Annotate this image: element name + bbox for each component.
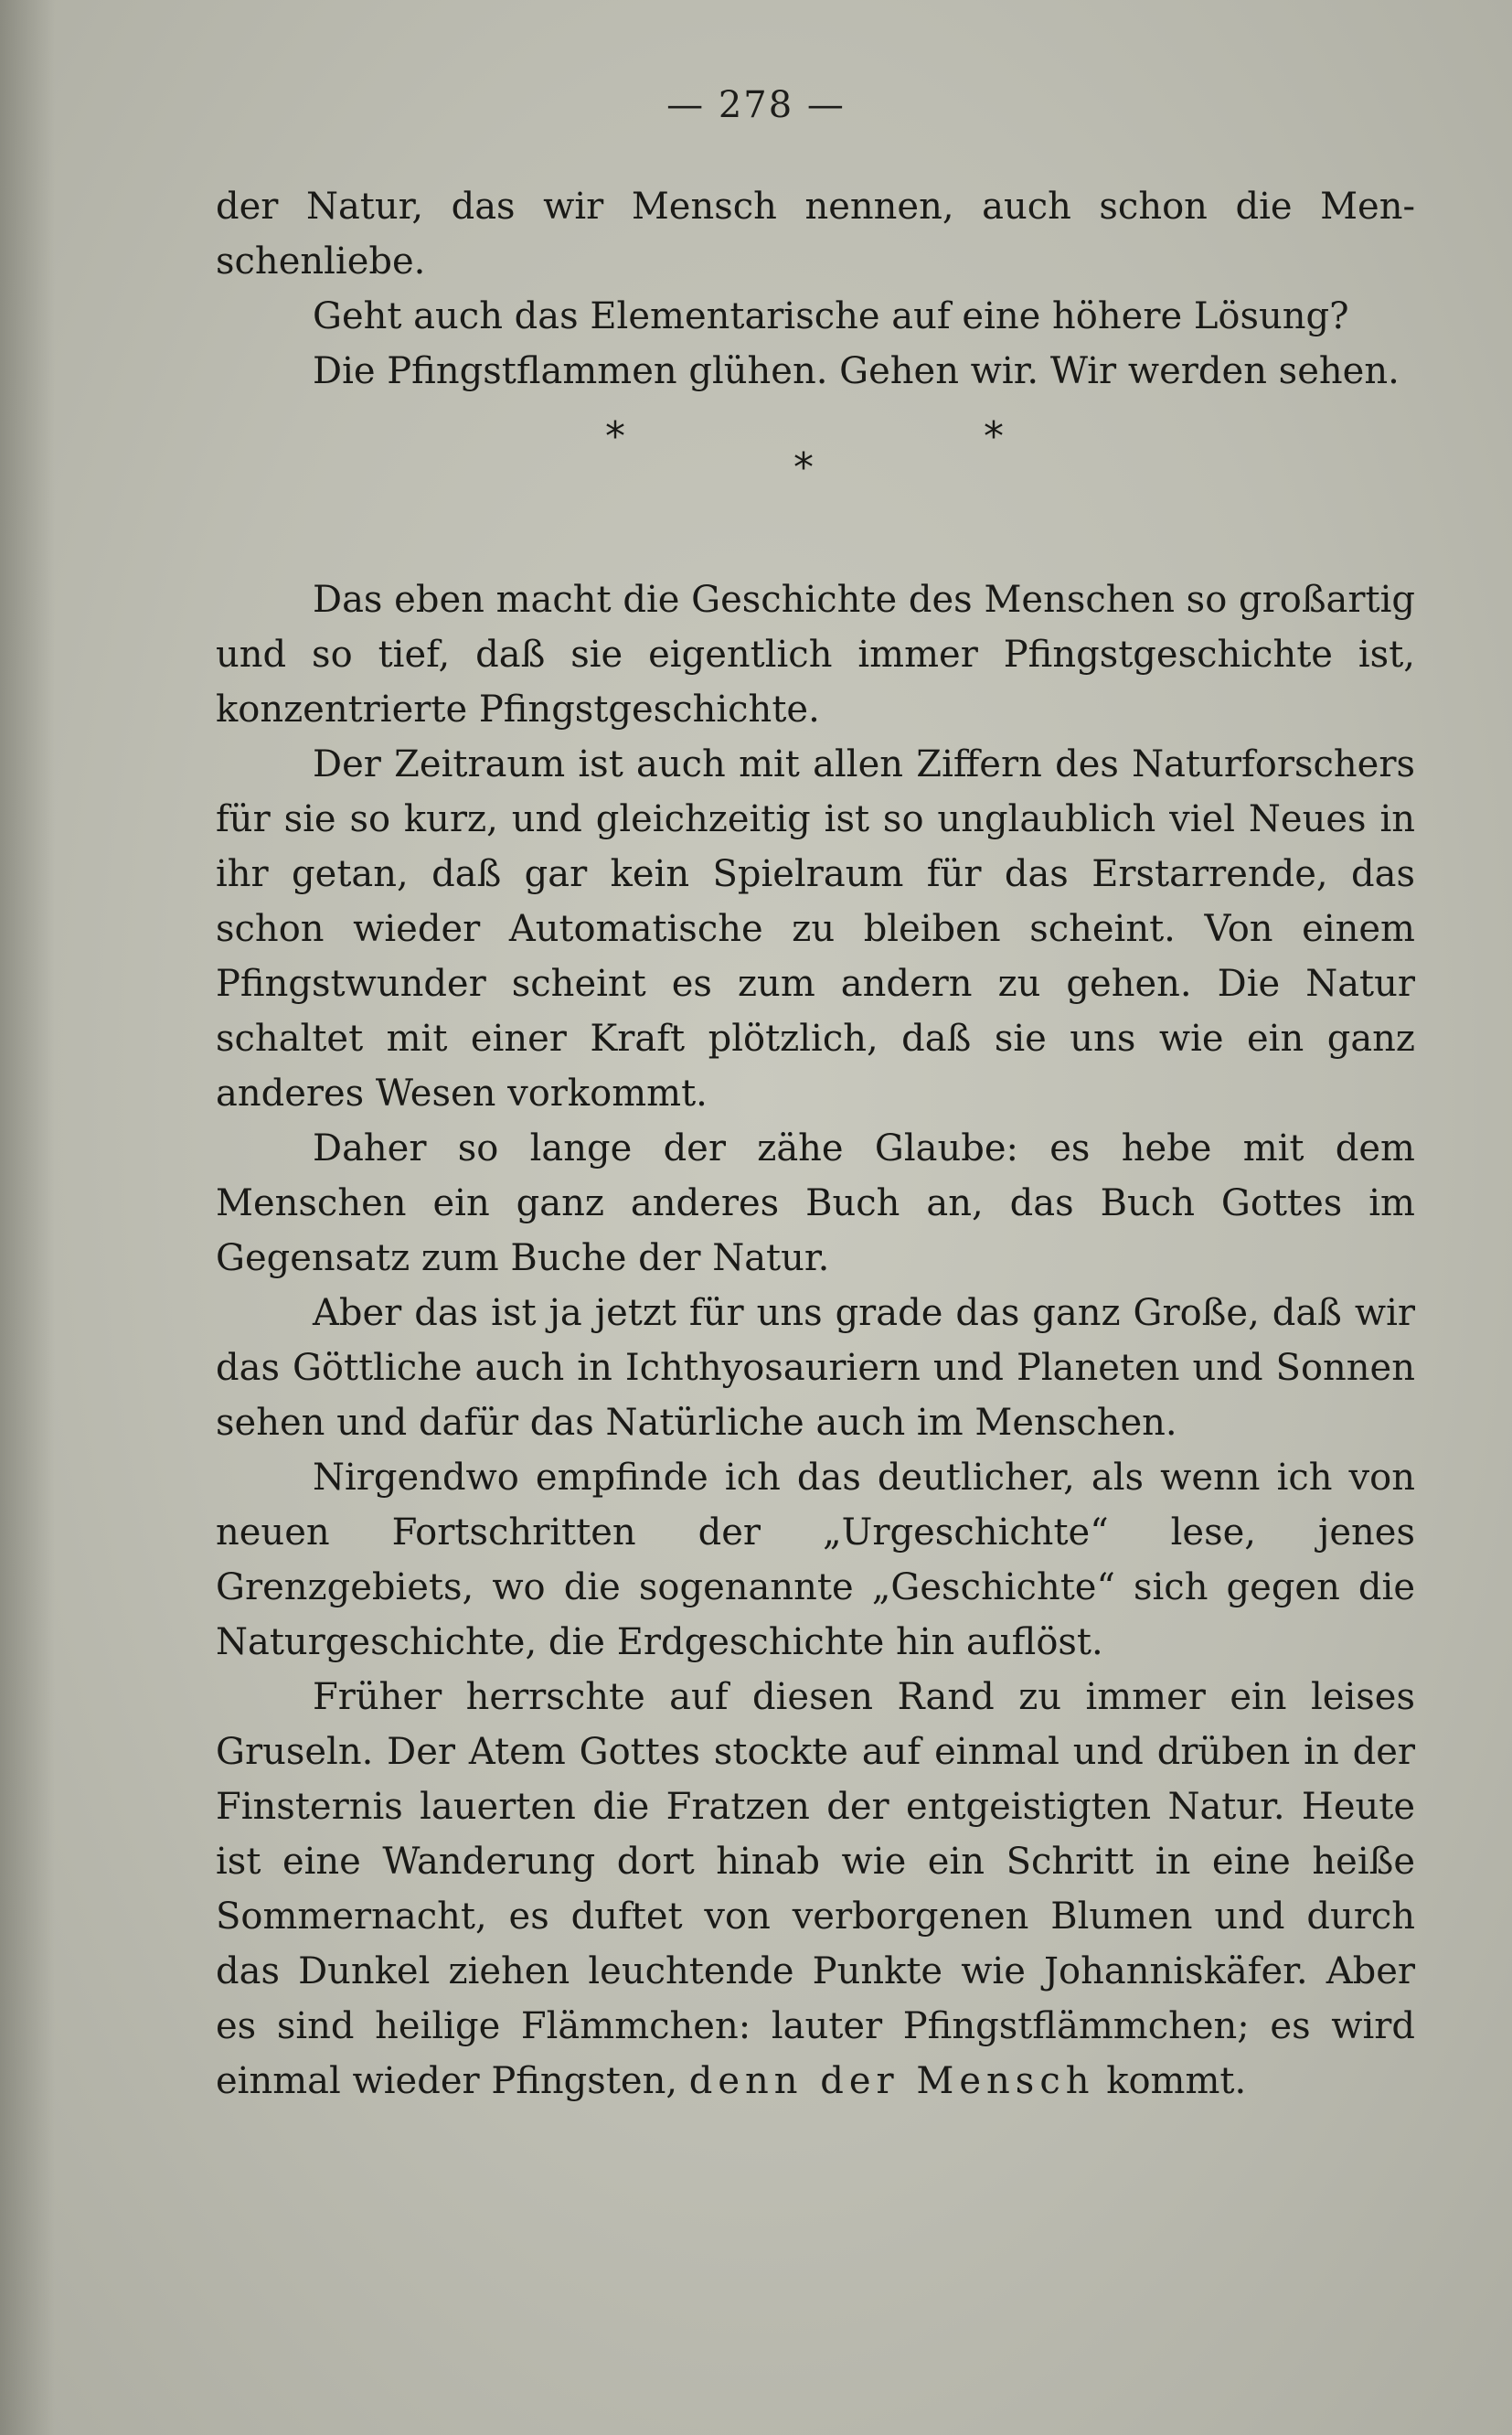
paragraph: Geht auch das Elementarische auf eine höhere Lösung? [313,295,1349,337]
paragraph: Die Pfingstflammen glühen. Gehen wir. Wir werden sehen. [313,350,1400,392]
paragraph: Das eben macht die Geschichte des Menschen so großartig und so tief, daß sie eigentlich immer Pfingstgeschichte ist, konzentrierte Pfingstgeschichte. [216,579,1415,731]
asterisk-left: * [605,413,625,460]
section-break-asterism [216,399,1415,572]
paragraph: Aber das ist ja jetzt für uns grade das ganz Große, daß wir das Göttliche auch in Ichthyosauriern und Planeten und Sonnen sehen und dafür das Natürliche auch im Menschen. [216,1292,1415,1444]
asterisk-middle: * [793,444,814,491]
page-edge-shadow [0,0,55,2435]
paragraph: Der Zeitraum ist auch mit allen Ziffern des Naturforschers für sie so kurz, und gleichzeitig ist so unglaublich viel Neues in ihr getan, daß gar kein Spielraum für das Erstarrende, das schon wieder Automatische zu bleiben scheint. Von einem Pfingstwunder scheint es zum andern zu gehen. Die Natur schaltet mit einer Kraft plötzlich, daß sie uns wie ein ganz anderes Wesen vorkommt. [216,743,1415,1115]
page-number: — 278 — [666,84,846,126]
asterisk-right: * [984,413,1004,460]
paragraph-final [216,1670,1415,2109]
paragraph: Daher so lange der zähe Glaube: es hebe mit dem Menschen ein ganz anderes Buch an, das Buch Gottes im Gegensatz zum Buche der Natur. [216,1127,1415,1279]
paragraph-continuation: der Natur, das wir Mensch nennen, auch schon die Menschenliebe. [216,186,1415,283]
final-paragraph-text: Früher herrschte auf diesen Rand zu immer ein leises Gruseln. Der Atem Gottes stockte auf einmal und drüben in der Finsternis lauerten die Fratzen der entgeistigten Natur. Heute ist eine Wanderung dort hinab wie ein Schritt in eine heiße Sommernacht, es duftet von verborgenen Blumen und durch das Dunkel ziehen leuchtende Punkte wie Johanniskäfer. Aber es sind heilige Flämmchen: lauter Pfingstflämmchen; es wird einmal wieder Pfingsten, [216,1676,1415,2102]
emphasized-phrase: denn der Mensch [688,2060,1095,2102]
paragraph: Nirgendwo empfinde ich das deutlicher, als wenn ich von neuen Fortschritten der „Urgeschichte“ lese, jenes Grenzgebiets, wo die sogenannte „Geschichte“ sich gegen die Naturgeschichte, die Erdgeschichte hin auflöst. [216,1457,1415,1663]
final-paragraph-ending: kommt. [1094,2060,1247,2102]
page-text [216,179,1415,2109]
